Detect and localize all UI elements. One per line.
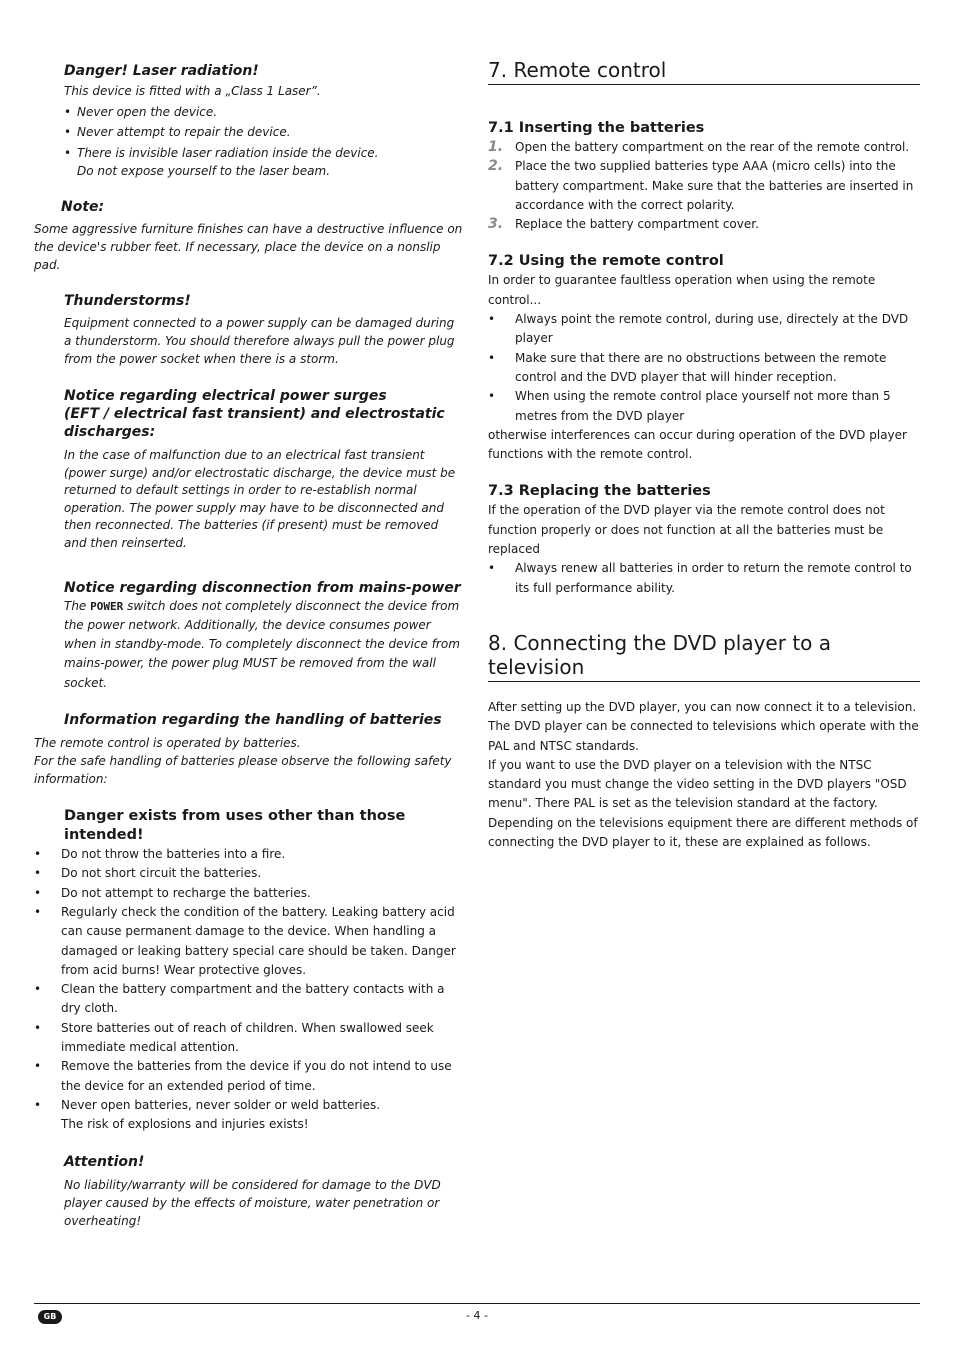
thunder-heading: Thunderstorms! xyxy=(64,293,191,309)
connect-p3: If you want to use the DVD player on a television with the NTSC standard you must change the video setting in the DVD players "OSD menu". There PAL is set as the television standard at the factory. Depending on the televisions equipment there are different methods of connecting the DVD player to it, these are explained as follows. xyxy=(488,757,918,850)
attention-section xyxy=(34,1153,464,1230)
section-7-1-title: 7.1 Inserting the batteries xyxy=(488,120,705,136)
list-item: • Always renew all batteries in order to return the remote control to its full performance ability. xyxy=(488,561,912,595)
danger-uses-heading: Danger exists from uses other than those intended! xyxy=(64,808,406,844)
batteries-info-line1: The remote control is operated by batteries. xyxy=(34,736,301,751)
attention-heading: Attention! xyxy=(64,1153,145,1170)
using-outro: otherwise interferences can occur during operation of the DVD player functions with the remote control. xyxy=(488,427,907,462)
list-item: • Never open batteries, never solder or weld batteries. The risk of explosions and injuries exists! xyxy=(34,1097,381,1132)
list-item: • Store batteries out of reach of children. When swallowed seek immediate medical attention. xyxy=(34,1020,434,1055)
disconnect-text: The POWER switch does not completely disconnect the device from the power network. Additionally, the device consumes power when in standby-mode. To completely disconnect the device from mains-power, the power plug MUST be removed from the wall socket. xyxy=(64,598,460,690)
list-item: • Always point the remote control, during use, directely at the DVD player xyxy=(488,312,909,346)
note-text: Some aggressive furniture finishes can have a destructive influence on the device's rubber feet. If necessary, place the device on a nonslip pad. xyxy=(34,222,463,272)
laser-list xyxy=(34,102,464,180)
laser-section xyxy=(34,62,464,100)
section-7-2-title: 7.2 Using the remote control xyxy=(488,253,724,270)
list-item: • Clean the battery compartment and the battery contacts with a dry cloth. xyxy=(34,982,445,1016)
list-item: • There is invisible laser radiation inside the device. Do not expose yourself to the laser beam. xyxy=(64,146,379,178)
danger-uses-list xyxy=(34,845,464,1134)
replacing-list xyxy=(488,559,920,598)
footer-divider xyxy=(34,1303,920,1304)
surges-section xyxy=(34,387,464,553)
thunder-section xyxy=(34,292,464,368)
list-item: • Make sure that there are no obstructions between the remote control and the DVD player that will hinder reception. xyxy=(488,350,887,384)
page-number: - 4 - xyxy=(466,1309,488,1322)
list-item: 2. Place the two supplied batteries type AAA (micro cells) into the battery compartment. Make sure that the batteries are inserted in accordance with the correct polarity. xyxy=(488,158,914,212)
list-item: 1. Open the battery compartment on the rear of the remote control. xyxy=(488,139,910,155)
disconnect-heading: Notice regarding disconnection from mains-power xyxy=(64,579,461,596)
list-item: • Do not attempt to recharge the batteries. xyxy=(34,885,311,900)
section-7-3-title: 7.3 Replacing the batteries xyxy=(488,483,711,500)
left-column xyxy=(34,62,464,1230)
surges-text: In the case of malfunction due to an electrical fast transient (power surge) and/or electrostatic discharge, the device must be returned to default settings in order to re-establish normal operation. The power supply may have to be disconnected and then reconnected. The batteries (if present) must be removed and then reinserted. xyxy=(64,448,456,550)
replacing-intro: If the operation of the DVD player via the remote control does not function properly or does not function at all the batteries must be replaced xyxy=(488,503,885,557)
section-8-title: 8. Connecting the DVD player to a television xyxy=(488,631,920,682)
danger-uses-section xyxy=(34,807,464,845)
batteries-info-heading: Information regarding the handling of batteries xyxy=(64,712,442,729)
batteries-info-line2: For the safe handling of batteries please observe the following safety information: xyxy=(34,754,452,787)
batteries-info-section xyxy=(34,711,464,729)
inserting-steps xyxy=(488,138,920,234)
country-badge: GB xyxy=(38,1310,62,1324)
connect-p1: After setting up the DVD player, you can now connect it to a television. xyxy=(488,699,917,714)
connect-p2: The DVD player can be connected to televisions which operate with the PAL and NTSC standards. xyxy=(488,719,919,753)
power-label: POWER xyxy=(90,599,124,613)
disconnect-section xyxy=(34,579,464,693)
list-item: • Do not throw the batteries into a fire. xyxy=(34,847,286,862)
attention-text: No liability/warranty will be considered for damage to the DVD player caused by the effects of moisture, water penetration or overheating! xyxy=(64,1177,441,1228)
note-heading: Note: xyxy=(61,199,105,215)
list-item: • Never attempt to repair the device. xyxy=(64,125,291,139)
thunder-text: Equipment connected to a power supply can be damaged during a thunderstorm. You should therefore always pull the power plug from the power socket when there is a storm. xyxy=(64,316,455,366)
list-item: • When using the remote control place yourself not more than 5 metres from the DVD player xyxy=(488,389,891,423)
surges-heading-line1: Notice regarding electrical power surges xyxy=(64,388,387,404)
list-item: • Never open the device. xyxy=(64,105,218,119)
laser-heading: Danger! Laser radiation! xyxy=(64,63,259,79)
list-item: • Do not short circuit the batteries. xyxy=(34,866,262,881)
note-section xyxy=(34,198,464,216)
surges-heading-line2: (EFT / electrical fast transient) and electrostatic discharges: xyxy=(64,406,445,440)
list-item: • Remove the batteries from the device if you do not intend to use the device for an extended period of time. xyxy=(34,1059,452,1093)
using-list xyxy=(488,310,920,426)
right-column xyxy=(488,58,920,852)
using-intro: In order to guarantee faultless operation when using the remote control... xyxy=(488,273,876,307)
list-item: • Regularly check the condition of the battery. Leaking battery acid can cause permanent damage to the device. When handling a damaged or leaking battery special care should be taken. Danger from acid burns! Wear protective gloves. xyxy=(34,904,456,977)
list-item: 3. Replace the battery compartment cover. xyxy=(488,216,759,233)
section-7-title: 7. Remote control xyxy=(488,58,920,85)
laser-intro: This device is fitted with a „Class 1 Laser”. xyxy=(64,84,321,98)
